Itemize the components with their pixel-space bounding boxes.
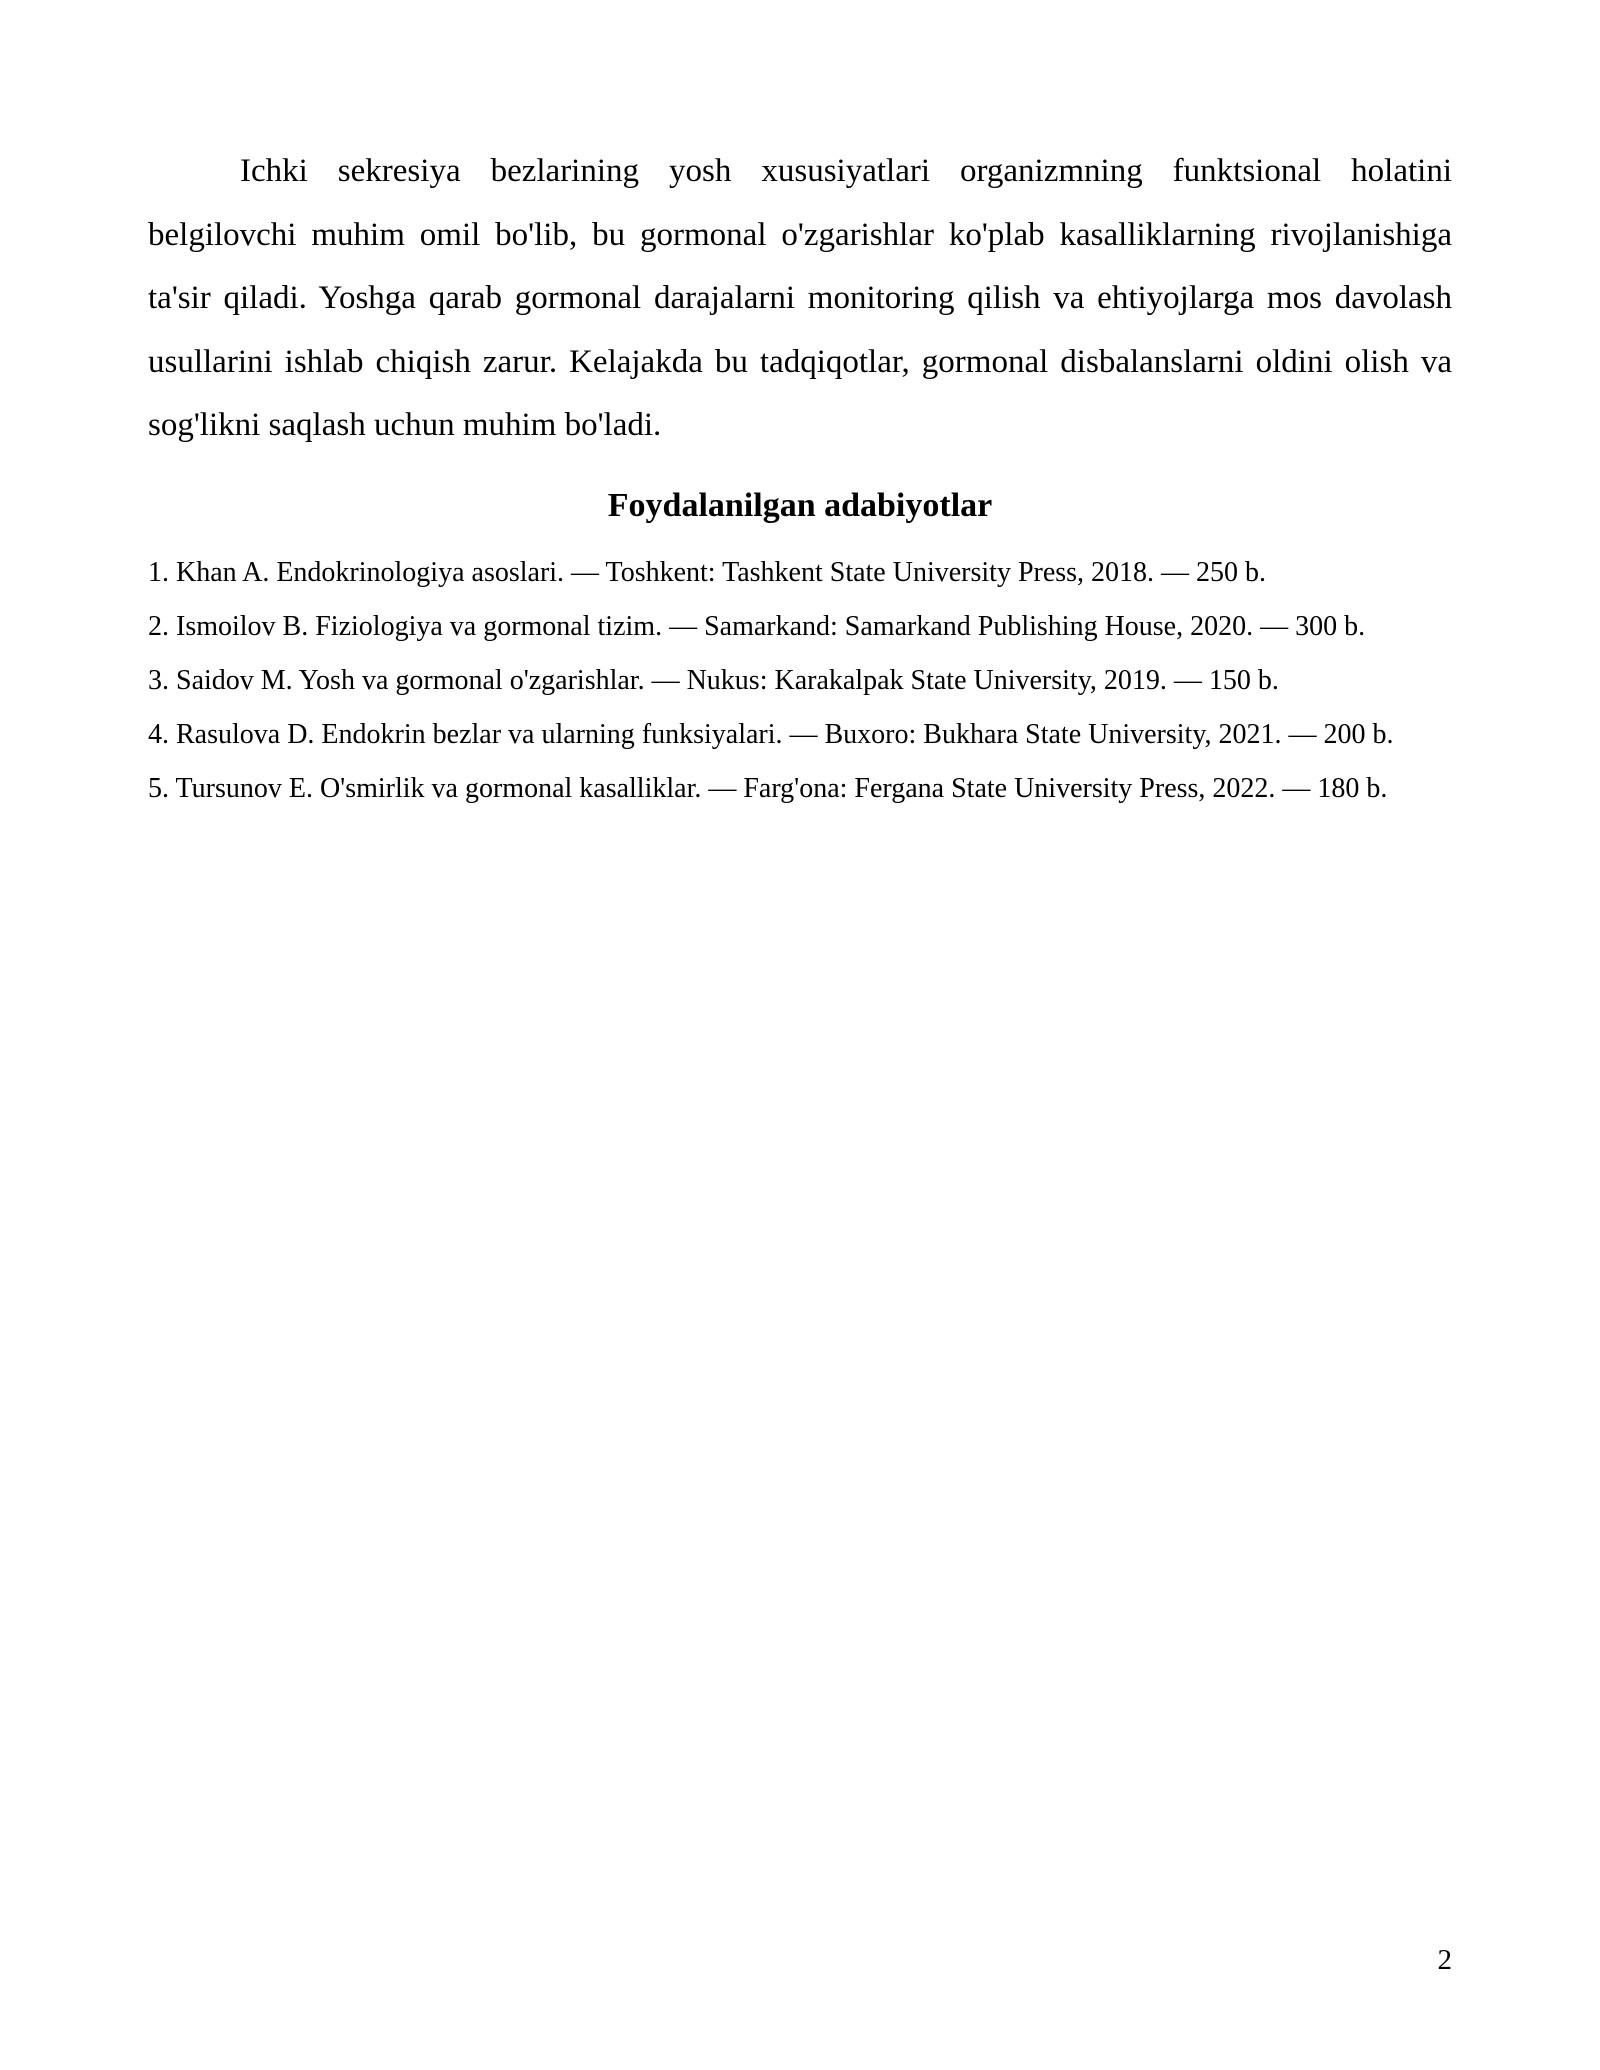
reference-item: 4. Rasulova D. Endokrin bezlar va ularning funksiyalari. — Buxoro: Bukhara State University, 2021. — 200 b. [148,718,1394,750]
reference-item: 3. Saidov M. Yosh va gormonal o'zgarishlar. — Nukus: Karakalpak State University, 2019. — 150 b. [148,664,1279,696]
document-page [148,140,1452,816]
page-number: 2 [1437,1944,1452,1976]
reference-item: 2. Ismoilov B. Fiziologiya va gormonal tizim. — Samarkand: Samarkand Publishing House, 2020. — 300 b. [148,610,1366,642]
body-paragraph: Ichki sekresiya bezlarining yosh xususiyatlari organizmning funktsional holatini belgilovchi muhim omil bo'lib, bu gormonal o'zgarishlar ko'plab kasalliklarning rivojlanishiga ta'sir qiladi. Yoshga qarab gormonal darajalarni monitoring qilish va ehtiyojlarga mos davolash usullarini ishlab chiqish zarur. Kelajakda bu tadqiqotlar, gormonal disbalanslarni oldini olish va sog'likni saqlash uchun muhim bo'ladi. [148,153,1452,443]
reference-item: 5. Tursunov E. O'smirlik va gormonal kasalliklar. — Farg'ona: Fergana State University Press, 2022. — 180 b. [148,772,1388,804]
references-list [148,546,1452,816]
references-heading: Foydalanilgan adabiyotlar [607,486,993,524]
reference-item: 1. Khan A. Endokrinologiya asoslari. — Toshkent: Tashkent State University Press, 2018. — 250 b. [148,556,1267,588]
